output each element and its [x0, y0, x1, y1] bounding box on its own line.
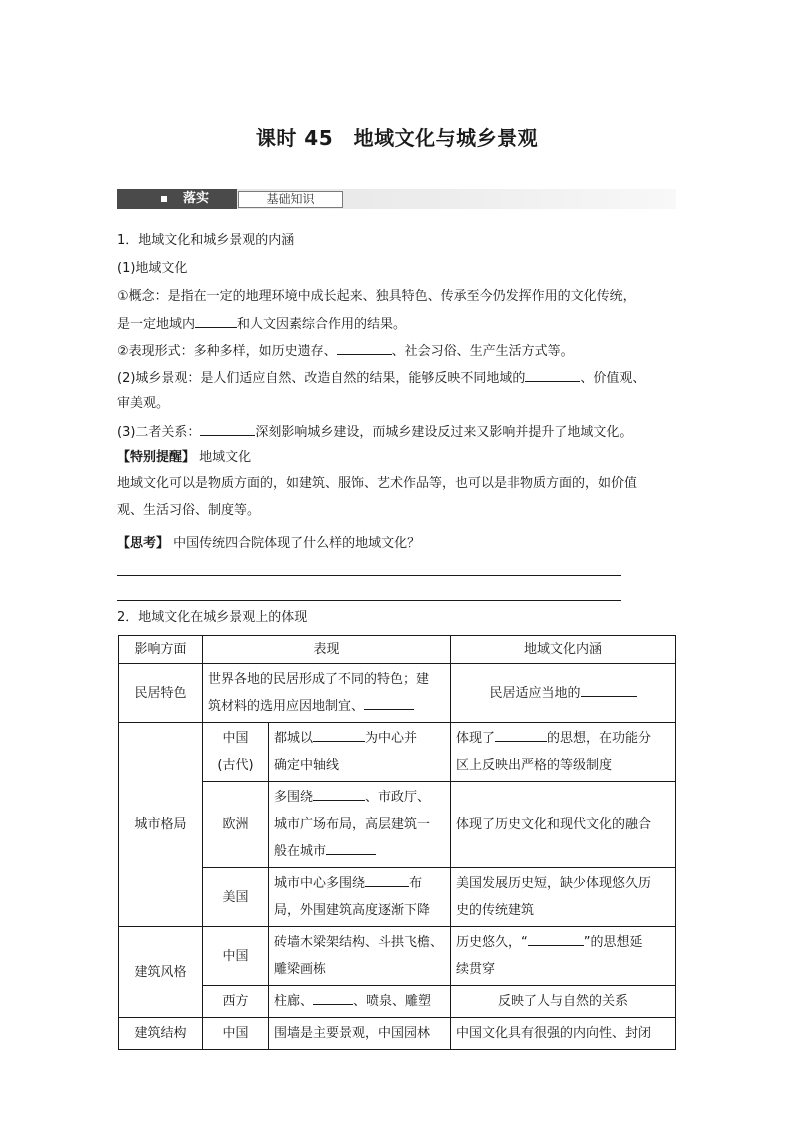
- tip-label: 【特别提醒】: [117, 450, 196, 465]
- region-cell: 中国: [203, 1018, 269, 1050]
- cell-line: 续贯穿: [456, 962, 496, 977]
- landscape-text-b: 、价值观、: [580, 371, 646, 386]
- fill-blank[interactable]: [525, 368, 580, 382]
- forms-text-b: 、社会习俗、生产生活方式等。: [391, 344, 574, 359]
- meaning-cell: 体现了历史文化和现代文化的融合: [451, 782, 676, 868]
- banner-dark-label: 落实: [183, 191, 210, 206]
- cell-line: 区上反映出严格的等级制度: [456, 758, 613, 773]
- table-row: [119, 782, 676, 868]
- fill-blank[interactable]: [495, 728, 547, 742]
- region-cell: 中国: [203, 927, 269, 986]
- landscape-line-2: 审美观。: [117, 396, 170, 411]
- table-row: [119, 1018, 676, 1050]
- meaning-cell: [451, 927, 676, 986]
- tip-heading: [117, 449, 251, 467]
- tip-line-2: 观、生活习俗、制度等。: [117, 503, 261, 518]
- cell-line: [274, 870, 445, 897]
- table-row: [119, 868, 676, 927]
- cell-text: 的思想，在功能分: [547, 731, 652, 746]
- header-aspect: 影响方面: [119, 636, 203, 664]
- think-label: 【思考】: [117, 536, 170, 551]
- fill-blank[interactable]: [528, 932, 584, 946]
- expression-cell: [269, 868, 451, 927]
- fill-blank[interactable]: [195, 314, 237, 328]
- section1-heading: 1．地域文化和城乡景观的内涵: [117, 233, 295, 248]
- fill-blank[interactable]: [313, 787, 365, 801]
- fill-blank[interactable]: [581, 683, 637, 697]
- expression-cell: 围墙是主要景观，中国园林: [269, 1018, 451, 1050]
- aspect-cell: 建筑结构: [119, 1018, 203, 1050]
- relation-text-b: 深刻影响城乡建设，而城乡建设反过来又影响并提升了地域文化。: [255, 425, 633, 440]
- region-cell: 西方: [203, 986, 269, 1018]
- cell-text: 城市中心多围绕: [274, 876, 366, 891]
- subheading-regional-culture: (1)地域文化: [117, 261, 188, 276]
- fill-blank[interactable]: [313, 728, 365, 742]
- culture-landscape-table: [118, 635, 676, 1050]
- cell-line: 中国: [222, 731, 249, 746]
- cell-line: 局，外围建筑高度逐渐下降: [274, 903, 431, 918]
- aspect-cell: 城市格局: [119, 723, 203, 927]
- tip-title: 地域文化: [199, 450, 252, 465]
- expression-cell: [269, 782, 451, 868]
- forms-line: [117, 341, 574, 361]
- meaning-cell: [451, 664, 676, 723]
- cell-text: ”的思想延: [583, 935, 643, 950]
- fill-blank[interactable]: [365, 873, 409, 887]
- cell-text: 都城以: [274, 731, 314, 746]
- page-title: 课时 45 地域文化与城乡景观: [255, 126, 539, 150]
- cell-line: 世界各地的民居形成了不同的特色；建: [208, 672, 430, 687]
- cell-text: 、喷泉、雕塑: [353, 994, 432, 1009]
- banner-light-label: 基础知识: [238, 191, 343, 208]
- table-row: [119, 664, 676, 723]
- cell-text: 布: [409, 876, 423, 891]
- cell-text: 、市政厅、: [365, 790, 431, 805]
- cell-line: 城市广场布局，高层建筑一: [274, 817, 431, 832]
- fill-blank[interactable]: [200, 422, 255, 436]
- cell-text: 为中心并: [365, 731, 418, 746]
- table-row: [119, 986, 676, 1018]
- cell-text: 民居适应当地的: [489, 685, 581, 701]
- cell-line: [274, 725, 445, 752]
- region-cell: 美国: [203, 868, 269, 927]
- section-banner: [117, 189, 676, 209]
- cell-text: 般在城市: [274, 844, 327, 859]
- concept-line-2: [117, 314, 406, 334]
- think-question: [117, 535, 420, 553]
- expression-cell: [269, 927, 451, 986]
- cell-line: [274, 838, 445, 865]
- cell-text: 筑材料的选用应因地制宜、: [208, 699, 365, 714]
- cell-line: [274, 784, 445, 811]
- cell-line: 雕梁画栋: [274, 962, 327, 977]
- concept-text-b: 和人文因素综合作用的结果。: [237, 317, 407, 332]
- cell-line: 史的传统建筑: [456, 903, 535, 918]
- cell-line: [208, 693, 445, 720]
- fill-blank[interactable]: [326, 841, 376, 855]
- section2-heading: 2．地域文化在城乡景观上的体现: [117, 610, 308, 625]
- expression-cell: [203, 664, 451, 723]
- fill-blank[interactable]: [337, 341, 392, 355]
- cell-line: (古代): [217, 758, 254, 773]
- cell-line: [456, 725, 670, 752]
- cell-line: 美国发展历史短，缺少体现悠久历: [456, 876, 652, 891]
- landscape-line-1: [117, 368, 645, 388]
- table-header-row: [119, 636, 676, 664]
- cell-line: [456, 929, 670, 956]
- aspect-cell: 民居特色: [119, 664, 203, 723]
- meaning-cell: [451, 868, 676, 927]
- concept-line-1: ①概念：是指在一定的地理环境中成长起来、独具特色、传承至今仍发挥作用的文化传统，: [117, 289, 636, 304]
- expression-cell: [269, 723, 451, 782]
- relation-text-a: (3)二者关系：: [117, 425, 201, 440]
- banner-tab-dark: [117, 189, 237, 209]
- table-row: [119, 723, 676, 782]
- meaning-cell: 中国文化具有很强的内向性、封闭: [451, 1018, 676, 1050]
- region-cell: [203, 723, 269, 782]
- header-expression: 表现: [203, 636, 451, 664]
- relation-line: [117, 422, 632, 442]
- forms-text-a: ②表现形式：多种多样，如历史遗存、: [117, 344, 337, 359]
- aspect-cell: 建筑风格: [119, 927, 203, 1018]
- cell-text: 体现了: [456, 731, 496, 746]
- tip-line-1: 地域文化可以是物质方面的，如建筑、服饰、艺术作品等，也可以是非物质方面的，如价值: [117, 476, 638, 491]
- region-cell: 欧洲: [203, 782, 269, 868]
- table-row: [119, 927, 676, 986]
- expression-cell: [269, 986, 451, 1018]
- meaning-cell: 反映了人与自然的关系: [451, 986, 676, 1018]
- think-text: 中国传统四合院体现了什么样的地域文化？: [173, 536, 421, 551]
- cell-text: 柱廊、: [274, 994, 314, 1009]
- square-bullet-icon: [161, 196, 167, 202]
- answer-line[interactable]: [117, 575, 621, 576]
- header-meaning: 地域文化内涵: [451, 636, 676, 664]
- fill-blank[interactable]: [364, 696, 414, 710]
- cell-line: 砖墙木梁架结构、斗拱飞檐、: [274, 935, 444, 950]
- meaning-cell: [451, 723, 676, 782]
- concept-text-a: 是一定地域内: [117, 317, 196, 332]
- answer-line[interactable]: [117, 600, 621, 601]
- cell-line: 确定中轴线: [274, 758, 340, 773]
- cell-text: 历史悠久，“: [456, 935, 528, 950]
- cell-text: 多围绕: [274, 790, 314, 805]
- landscape-text-a: (2)城乡景观：是人们适应自然、改造自然的结果，能够反映不同地域的: [117, 371, 526, 386]
- fill-blank[interactable]: [313, 991, 353, 1005]
